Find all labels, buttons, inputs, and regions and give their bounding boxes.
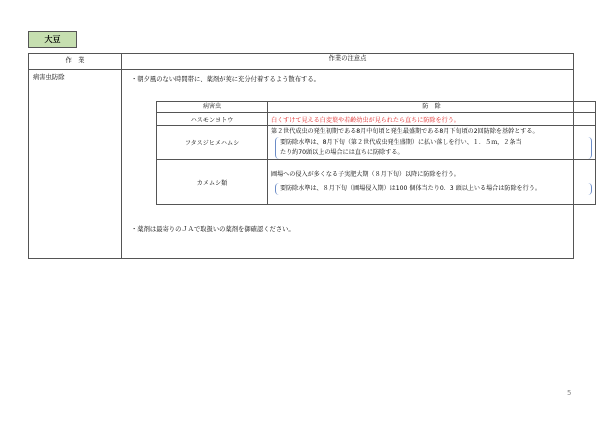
header-control: 防 除 <box>268 102 596 113</box>
work-table <box>28 53 574 259</box>
section-title: 大豆 <box>28 31 77 48</box>
threshold-line: 要防除水準は、８月下旬（圃場侵入期）は100 個体当たり0．3 頭以上いる場合は防除を行う。 <box>280 185 541 192</box>
page-number: 5 <box>567 389 572 397</box>
pest-row-hasumon <box>157 113 596 126</box>
control-text: 圃場への侵入が多くなる子実肥大期（８月下旬）以降に防除を行う。 <box>271 171 460 178</box>
threshold-box <box>275 183 592 195</box>
header-notes: 作業の注意点 <box>122 54 574 70</box>
pest-header-row <box>157 102 596 113</box>
threshold-line: 要防除水準は、8月下旬（第２世代成虫発生盛期）に払い落しを行い、１．５ｍ，２条当 <box>280 139 522 146</box>
pest-table <box>156 101 596 205</box>
pest-name: ハスモンヨトウ <box>157 113 268 126</box>
row-label: 病害虫防除 <box>29 70 122 259</box>
notes-cell <box>122 70 574 259</box>
pest-row-futasuji <box>157 126 596 160</box>
pest-name: フタスジヒメハムシ <box>157 126 268 160</box>
note-top: ・朝夕風のない時間帯に、薬剤が莢に充分付着するよう散布する。 <box>131 76 320 83</box>
note-bottom: ・薬剤は最寄りのＪＡで取扱いの薬剤を御確認ください。 <box>131 226 295 233</box>
threshold-line: たり約70頭以上の場合には直ちに防除する。 <box>280 149 404 156</box>
threshold-box <box>275 137 592 159</box>
pest-control-row <box>29 70 574 259</box>
header-work: 作 業 <box>29 54 122 70</box>
control-text: 第２世代成虫の発生初期である8月中旬頃と発生最盛期である8月下旬頃の2回防除を基幹とする。 <box>271 128 539 135</box>
control-cell <box>268 126 596 160</box>
control-cell <box>268 160 596 205</box>
header-pest: 病害虫 <box>157 102 268 113</box>
header-row <box>29 54 574 70</box>
pest-name: カメムシ類 <box>157 160 268 205</box>
control-text: 白くすけて見える白変葉や若齢幼虫が見られたら直ちに防除を行う。 <box>268 113 596 126</box>
pest-row-kamemushi <box>157 160 596 205</box>
